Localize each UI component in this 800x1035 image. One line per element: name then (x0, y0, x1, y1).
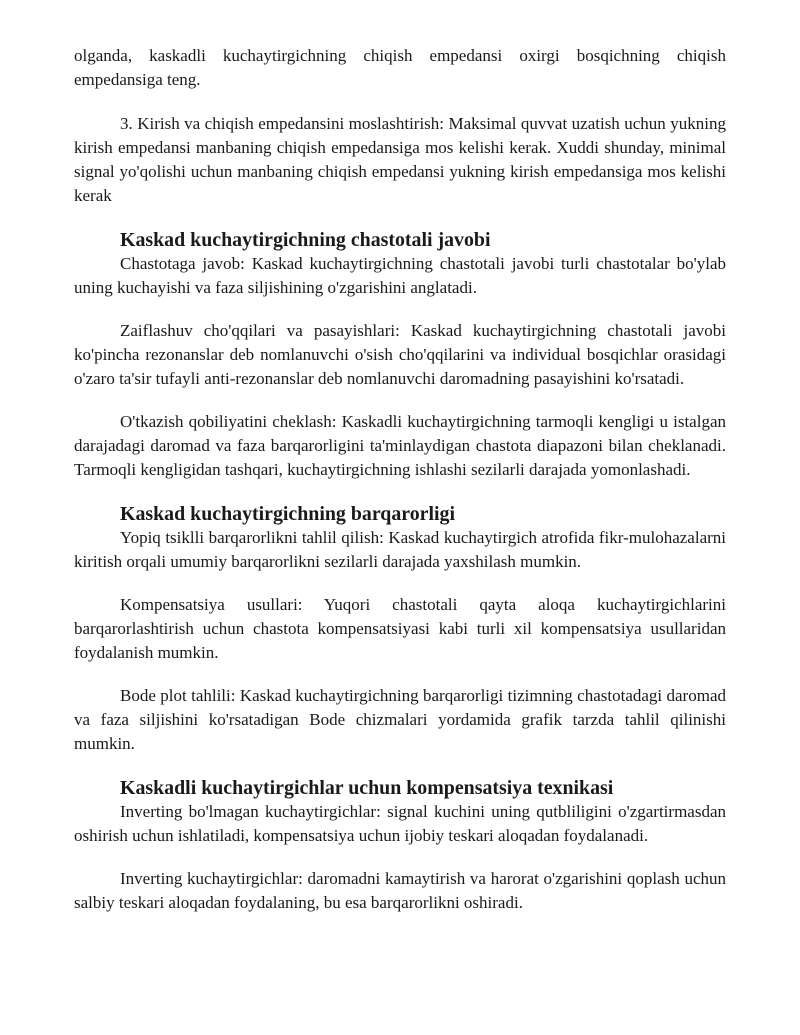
body-paragraph: Chastotaga javob: Kaskad kuchaytirgichning chastotali javobi turli chastotalar bo'ylab uning kuchayishi va faza siljishining o'zgarishini anglatadi. (74, 254, 726, 297)
paragraph-spacer (74, 391, 726, 410)
body-paragraph: Inverting kuchaytirgichlar: daromadni kamaytirish va harorat o'zgarishini qoplash uchun salbiy teskari aloqadan foydalaning, bu esa barqarorlikni oshiradi. (74, 869, 726, 912)
paragraph-spacer (74, 574, 726, 593)
body-paragraph: Kompensatsiya usullari: Yuqori chastotali qayta aloqa kuchaytirgichlarini barqarorlashtirish uchun chastota kompensatsiyasi kabi turli xil kompensatsiya usullaridan foydalanish mumkin. (74, 595, 726, 662)
paragraph-spacer (74, 665, 726, 684)
section-heading-frequency-response: Kaskad kuchaytirgichning chastotali javobi (120, 229, 491, 251)
document-page (74, 44, 726, 915)
section-heading-compensation: Kaskadli kuchaytirgichlar uchun kompensatsiya texnikasi (120, 777, 614, 799)
paragraph-spacer (74, 300, 726, 319)
paragraph-spacer (74, 848, 726, 867)
list-item-3: 3. Kirish va chiqish empedansini moslashtirish: Maksimal quvvat uzatish uchun yukning kirish empedansi manbaning chiqish empedansiga mos kelishi kerak. Xuddi shunday, minimal signal yo'qolishi uchun manbaning chiqish empedansi yukning kirish empedansiga mos kelishi kerak (74, 114, 726, 205)
paragraph-spacer (74, 756, 726, 776)
paragraph-spacer (74, 92, 726, 112)
body-paragraph: Yopiq tsiklli barqarorlikni tahlil qilish: Kaskad kuchaytirgich atrofida fikr-mulohazalarni kiritish orqali umumiy barqarorlikni sezilarli darajada yaxshilash mumkin. (74, 528, 726, 571)
body-paragraph: O'tkazish qobiliyatini cheklash: Kaskadli kuchaytirgichning tarmoqli kengligi u istalgan darajadagi daromad va faza barqarorligini ta'minlaydigan chastota diapazoni bilan cheklanadi. Tarmoqli kengligidan tashqari, kuchaytirgichning ishlashi sezilarli darajada yomonlashadi. (74, 412, 726, 479)
body-paragraph: Bode plot tahlili: Kaskad kuchaytirgichning barqarorligi tizimning chastotadagi daromad va faza siljishini ko'rsatadigan Bode chizmalari yordamida grafik tarzda tahlil qilinishi mumkin. (74, 686, 726, 753)
paragraph-spacer (74, 208, 726, 228)
continuation-paragraph: olganda, kaskadli kuchaytirgichning chiqish empedansi oxirgi bosqichning chiqish empedansiga teng. (74, 46, 726, 89)
body-paragraph: Inverting bo'lmagan kuchaytirgichlar: signal kuchini uning qutbliligini o'zgartirmasdan oshirish uchun ishlatiladi, kompensatsiya uchun ijobiy teskari aloqadan foydalanadi. (74, 802, 726, 845)
body-paragraph: Zaiflashuv cho'qqilari va pasayishlari: Kaskad kuchaytirgichning chastotali javobi ko'pincha rezonanslar deb nomlanuvchi o'sish cho'qqilarini va individual bosqichlar orasidagi o'zaro ta'sir tufayli anti-rezonanslar deb nomlanuvchi daromadning pasayishini ko'rsatadi. (74, 321, 726, 388)
paragraph-spacer (74, 482, 726, 502)
section-heading-stability: Kaskad kuchaytirgichning barqarorligi (120, 503, 456, 525)
